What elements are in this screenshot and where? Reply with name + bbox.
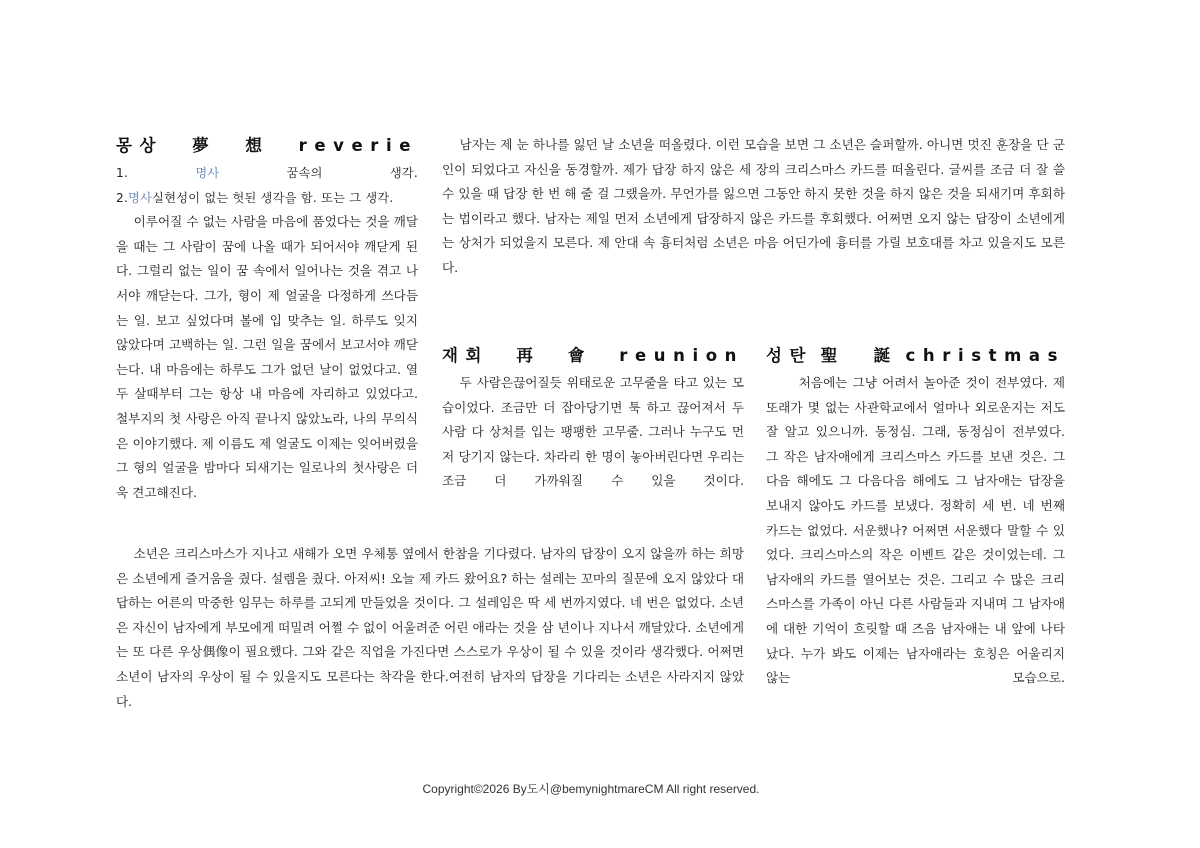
- reverie-definition-1: [116, 161, 418, 186]
- story-top-section: [442, 133, 1065, 281]
- reverie-section: [116, 133, 418, 505]
- reverie-definition-2: [116, 186, 418, 211]
- christmas-section: [766, 343, 1065, 691]
- story-bottom-body: 소년은 크리스마스가 지나고 새해가 오면 우체통 옆에서 한참을 기다렸다. 남자의 답장이 오지 않을까 하는 희망은 소년에게 즐거움을 줬다. 설렘을 줬다. 아저씨! 오늘 제 카드 왔어요? 하는 설레는 꼬마의 질문에 오지 않았다 대답하는 어른의 막중한 임무는 하루를 고되게 만들었을 것이다. 그 설레임은 딱 세 번까지였다. 네 번은 없었다. 소년은 자신이 남자에게 부모에게 떠밀려 어쩔 수 없이 어울려준 어린 애라는 것을 삼 년이나 지나서 깨달았다. 소년에게는 또 다른 우상偶像이 필요했다. 그와 같은 직업을 가진다면 스스로가 우상이 될 수 있을 것이라 생각했다. 어쩌면 소년이 남자의 우상이 될 수 있을지도 모른다는 착각을 한다.여전히 남자의 답장을 기다리는 소년은 사라지지 않았다.: [116, 546, 744, 709]
- reunion-title: 재회再會reunion: [442, 346, 744, 365]
- reunion-body: 두 사람은끊어질듯 위태로운 고무줄을 타고 있는 모습이었다. 조금만 더 잡아당기면 툭 하고 끊어져서 두 사람 다 상처를 입는 팽팽한 고무줄. 그러나 누구도 먼저 당기지 않는다. 차라리 한 명이 놓아버린다면 우리는 조금 더 가까워질 수 있을 것이다.: [442, 375, 744, 489]
- christmas-body: 처음에는 그냥 어려서 놀아준 것이 전부였다. 제 또래가 몇 없는 사관학교에서 얼마나 외로운지는 저도 잘 알고 있으니까. 동정심. 그래, 동정심이 전부였다. 그 작은 남자애에게 크리스마스 카드를 보낸 것은. 그 다음 해에도 그 다음다음 해에도 그 남자애는 답장을 보내지 않아도 카드를 보냈다. 정확히 세 번. 네 번째 카드는 없었다. 서운했나? 어쩌면 서운했다 말할 수 있었다. 크리스마스의 작은 이벤트 같은 것이었는데. 그 남자애의 카드를 열어보는 것은. 그리고 수 많은 크리스마스를 가족이 아닌 다른 사람들과 지내며 그 남자애에 대한 기억이 흐릿할 때 즈음 남자애는 내 앞에 나타났다. 누가 봐도 이제는 남자애라는 호칭은 어울리지 않는 모습으로.: [766, 375, 1065, 686]
- christmas-title: 성탄聖 誕christmas: [766, 346, 1065, 365]
- definition-text: 실현성이 없는 헛된 생각을 함. 또는 그 생각.: [152, 190, 394, 205]
- definition-number: 2.: [116, 190, 129, 205]
- copyright-footer: Copyright©2026 By도시@bemynightmareCM All right reserved.: [422, 782, 760, 796]
- definition-text: 꿈속의 생각.: [286, 166, 418, 180]
- part-of-speech: 명사: [195, 166, 220, 180]
- story-top-body: 남자는 제 눈 하나를 잃던 날 소년을 떠올렸다. 이런 모습을 보면 그 소년은 슬퍼할까. 아니면 멋진 훈장을 단 군인이 되었다고 자신을 동경할까. 제가 답장 하지 않은 세 장의 크리스마스 카드를 떠올린다. 글씨를 조금 더 잘 쓸 수 있을 때 답장 한 번 해 줄 걸 그랬을까. 무언가를 잃으면 그동안 하지 못한 것을 하지 않은 것을 되새기며 후회하는 법이라고 했다. 남자는 제일 먼저 소년에게 답장하지 않은 카드를 후회했다. 어쩌면 오지 않는 답장이 소년에게는 상처가 되었을지 모른다. 제 안대 속 흉터처럼 소년은 마음 어딘가에 흉터를 가릴 보호대를 차고 있을지도 모른다.: [442, 137, 1065, 275]
- story-bottom-section: [116, 542, 744, 714]
- reverie-body: 이루어질 수 없는 사람을 마음에 품었다는 것을 깨달을 때는 그 사람이 꿈에 나올 때가 되어서야 깨닫게 된다. 그럴리 없는 일이 꿈 속에서 일어나는 것을 겪고 나서야 깨닫는다. 그가, 형이 제 얼굴을 다정하게 쓰다듬는 일. 보고 싶었다며 볼에 입 맞추는 일. 하루도 잊지 않았다며 고백하는 일. 그런 일을 꿈에서 보고서야 깨닫는다. 내 마음에는 하루도 그가 없던 날이 없었다고. 열두 살때부터 그는 항상 내 마음에 자리하고 있었다고. 철부지의 첫 사랑은 아직 끝나지 않았노라, 나의 무의식은 이야기했다. 제 이름도 제 얼굴도 이제는 잊어버렸을 그 형의 얼굴을 밤마다 되새기는 일로나의 첫사랑은 더욱 견고해진다.: [116, 214, 418, 500]
- part-of-speech: 명사: [128, 190, 153, 205]
- reunion-section: [442, 343, 744, 494]
- reverie-title: 몽상夢想reverie: [116, 136, 418, 155]
- definition-number: 1.: [116, 166, 129, 180]
